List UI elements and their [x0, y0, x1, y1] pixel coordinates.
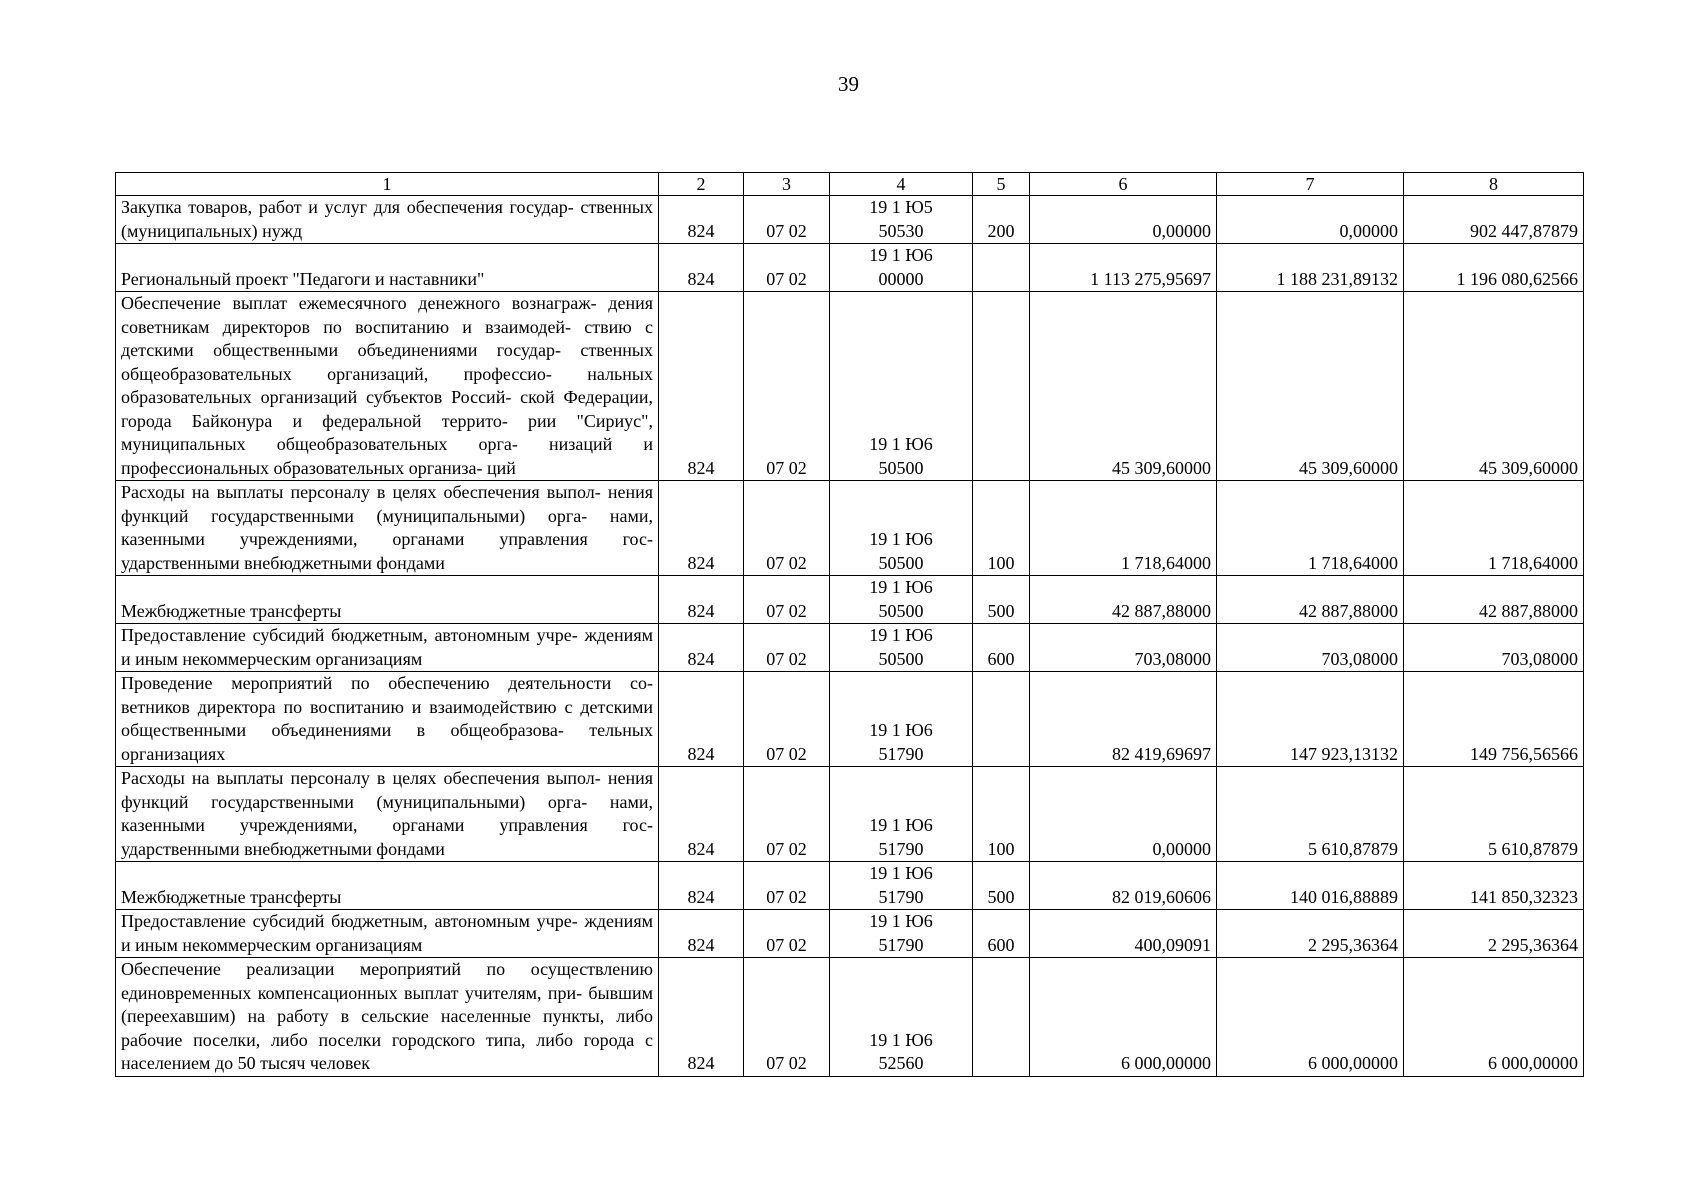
amount-col8: 703,08000 [1404, 624, 1584, 672]
target-article-code [830, 910, 973, 958]
target-code-part2: 50530 [878, 220, 924, 241]
column-header: 2 [659, 173, 744, 196]
table-row [116, 292, 1584, 481]
amount-col6: 703,08000 [1030, 624, 1217, 672]
target-code-part2: 52560 [878, 1053, 924, 1073]
section-code: 07 02 [744, 672, 830, 767]
row-name: Предоставление субсидий бюджетным, автономным учре- ждениям и иным некоммерческим организациям [116, 624, 659, 672]
table-row [116, 481, 1584, 576]
row-name: Региональный проект "Педагоги и наставники" [116, 244, 659, 292]
target-code-part2: 50500 [878, 648, 924, 669]
ministry-code: 824 [659, 958, 744, 1077]
amount-col8: 6 000,00000 [1404, 958, 1584, 1077]
amount-col7: 703,08000 [1217, 624, 1404, 672]
target-code-part1: 19 1 Ю6 [869, 577, 933, 597]
target-code-part2: 50500 [878, 457, 924, 478]
header-row [116, 173, 1584, 196]
table-row [116, 672, 1584, 767]
budget-table [115, 172, 1584, 1077]
section-code: 07 02 [744, 481, 830, 576]
amount-col7: 6 000,00000 [1217, 958, 1404, 1077]
expense-type: 500 [973, 862, 1030, 910]
ministry-code: 824 [659, 624, 744, 672]
amount-col8: 902 447,87879 [1404, 196, 1584, 244]
amount-col6: 0,00000 [1030, 767, 1217, 862]
expense-type [973, 672, 1030, 767]
target-code-part2: 51790 [878, 934, 924, 955]
table-row [116, 958, 1584, 1077]
row-name: Обеспечение выплат ежемесячного денежного вознаграж- дения советникам директоров по воспитанию и взаимодей- ствию с детскими общественными объединениями государ- ственных общеобразовательных организаций, профессио- нальных образовательных организаций субъектов Россий- ской Федерации, города Байконура и федеральной террито- рии "Сириус", муниципальных общеобразовательных орга- низаций и профессиональных образовательных организа- ций [116, 292, 659, 481]
target-code-part1: 19 1 Ю6 [869, 529, 933, 549]
target-code-part2: 51790 [878, 838, 924, 859]
amount-col6: 6 000,00000 [1030, 958, 1217, 1077]
amount-col8: 1 196 080,62566 [1404, 244, 1584, 292]
ministry-code: 824 [659, 672, 744, 767]
column-header: 8 [1404, 173, 1584, 196]
target-article-code [830, 196, 973, 244]
target-code-part2: 51790 [878, 886, 924, 907]
row-name: Расходы на выплаты персоналу в целях обеспечения выпол- нения функций государственными (муниципальными) орга- нами, казенными учреждениями, органами управления гос- ударственными внебюджетными фондами [116, 767, 659, 862]
ministry-code: 824 [659, 576, 744, 624]
amount-col7: 1 188 231,89132 [1217, 244, 1404, 292]
column-header: 4 [830, 173, 973, 196]
page-number: 39 [838, 72, 859, 96]
amount-col7: 42 887,88000 [1217, 576, 1404, 624]
expense-type: 600 [973, 910, 1030, 958]
amount-col7: 147 923,13132 [1217, 672, 1404, 767]
row-name: Межбюджетные трансферты [116, 576, 659, 624]
expense-type [973, 958, 1030, 1077]
ministry-code: 824 [659, 244, 744, 292]
section-code: 07 02 [744, 292, 830, 481]
target-article-code [830, 624, 973, 672]
section-code: 07 02 [744, 624, 830, 672]
expense-type: 200 [973, 196, 1030, 244]
amount-col6: 1 113 275,95697 [1030, 244, 1217, 292]
target-code-part1: 19 1 Ю6 [869, 1029, 933, 1050]
target-code-part1: 19 1 Ю6 [869, 720, 933, 740]
target-code-part1: 19 1 Ю6 [869, 434, 933, 454]
expense-type: 600 [973, 624, 1030, 672]
table-row [116, 767, 1584, 862]
target-code-part2: 00000 [878, 268, 924, 289]
table-header [116, 173, 1584, 196]
column-header: 5 [973, 173, 1030, 196]
ministry-code: 824 [659, 767, 744, 862]
table-row [116, 910, 1584, 958]
target-article-code [830, 576, 973, 624]
target-code-part1: 19 1 Ю6 [869, 815, 933, 835]
amount-col7: 5 610,87879 [1217, 767, 1404, 862]
amount-col8: 45 309,60000 [1404, 292, 1584, 481]
amount-col8: 5 610,87879 [1404, 767, 1584, 862]
amount-col7: 0,00000 [1217, 196, 1404, 244]
row-name: Обеспечение реализации мероприятий по осуществлению единовременных компенсационных выплат учителям, при- бывшим (переехавшим) на работу в сельские населенные пункты, либо рабочие поселки, либо поселки городского типа, либо города с населением до 50 тысяч человек [116, 958, 659, 1077]
target-article-code [830, 672, 973, 767]
target-article-code [830, 292, 973, 481]
target-article-code [830, 958, 973, 1077]
target-code-part2: 50500 [878, 552, 924, 573]
section-code: 07 02 [744, 576, 830, 624]
section-code: 07 02 [744, 958, 830, 1077]
amount-col7: 140 016,88889 [1217, 862, 1404, 910]
target-code-part2: 50500 [878, 600, 924, 621]
amount-col6: 82 419,69697 [1030, 672, 1217, 767]
row-name: Предоставление субсидий бюджетным, автономным учре- ждениям и иным некоммерческим организациям [116, 910, 659, 958]
amount-col7: 2 295,36364 [1217, 910, 1404, 958]
amount-col8: 42 887,88000 [1404, 576, 1584, 624]
section-code: 07 02 [744, 767, 830, 862]
expense-type: 100 [973, 767, 1030, 862]
amount-col6: 82 019,60606 [1030, 862, 1217, 910]
column-header: 6 [1030, 173, 1217, 196]
column-header: 7 [1217, 173, 1404, 196]
amount-col6: 0,00000 [1030, 196, 1217, 244]
amount-col6: 42 887,88000 [1030, 576, 1217, 624]
target-article-code [830, 767, 973, 862]
ministry-code: 824 [659, 862, 744, 910]
column-header: 1 [116, 173, 659, 196]
amount-col8: 141 850,32323 [1404, 862, 1584, 910]
expense-type [973, 292, 1030, 481]
section-code: 07 02 [744, 910, 830, 958]
table-row [116, 244, 1584, 292]
amount-col8: 2 295,36364 [1404, 910, 1584, 958]
section-code: 07 02 [744, 244, 830, 292]
target-code-part1: 19 1 Ю5 [869, 197, 933, 217]
ministry-code: 824 [659, 910, 744, 958]
amount-col8: 1 718,64000 [1404, 481, 1584, 576]
column-header: 3 [744, 173, 830, 196]
expense-type: 500 [973, 576, 1030, 624]
amount-col8: 149 756,56566 [1404, 672, 1584, 767]
target-code-part1: 19 1 Ю6 [869, 625, 933, 645]
target-article-code [830, 244, 973, 292]
expense-type [973, 244, 1030, 292]
row-name: Проведение мероприятий по обеспечению деятельности со- ветников директора по воспитанию и взаимодействию с детскими общественными объединениями в общеобразова- тельных организациях [116, 672, 659, 767]
target-code-part2: 51790 [878, 743, 924, 764]
target-article-code [830, 481, 973, 576]
target-article-code [830, 862, 973, 910]
table-row [116, 576, 1584, 624]
target-code-part1: 19 1 Ю6 [869, 911, 933, 931]
section-code: 07 02 [744, 862, 830, 910]
table-body [116, 196, 1584, 1077]
amount-col7: 1 718,64000 [1217, 481, 1404, 576]
table-row [116, 862, 1584, 910]
row-name: Межбюджетные трансферты [116, 862, 659, 910]
amount-col6: 1 718,64000 [1030, 481, 1217, 576]
amount-col6: 45 309,60000 [1030, 292, 1217, 481]
ministry-code: 824 [659, 481, 744, 576]
row-name: Расходы на выплаты персоналу в целях обеспечения выпол- нения функций государственными (муниципальными) орга- нами, казенными учреждениями, органами управления гос- ударственными внебюджетными фондами [116, 481, 659, 576]
row-name: Закупка товаров, работ и услуг для обеспечения государ- ственных (муниципальных) нужд [116, 196, 659, 244]
section-code: 07 02 [744, 196, 830, 244]
table-row [116, 624, 1584, 672]
table-row [116, 196, 1584, 244]
ministry-code: 824 [659, 196, 744, 244]
target-code-part1: 19 1 Ю6 [869, 863, 933, 883]
expense-type: 100 [973, 481, 1030, 576]
ministry-code: 824 [659, 292, 744, 481]
amount-col7: 45 309,60000 [1217, 292, 1404, 481]
target-code-part1: 19 1 Ю6 [869, 245, 933, 265]
amount-col6: 400,09091 [1030, 910, 1217, 958]
